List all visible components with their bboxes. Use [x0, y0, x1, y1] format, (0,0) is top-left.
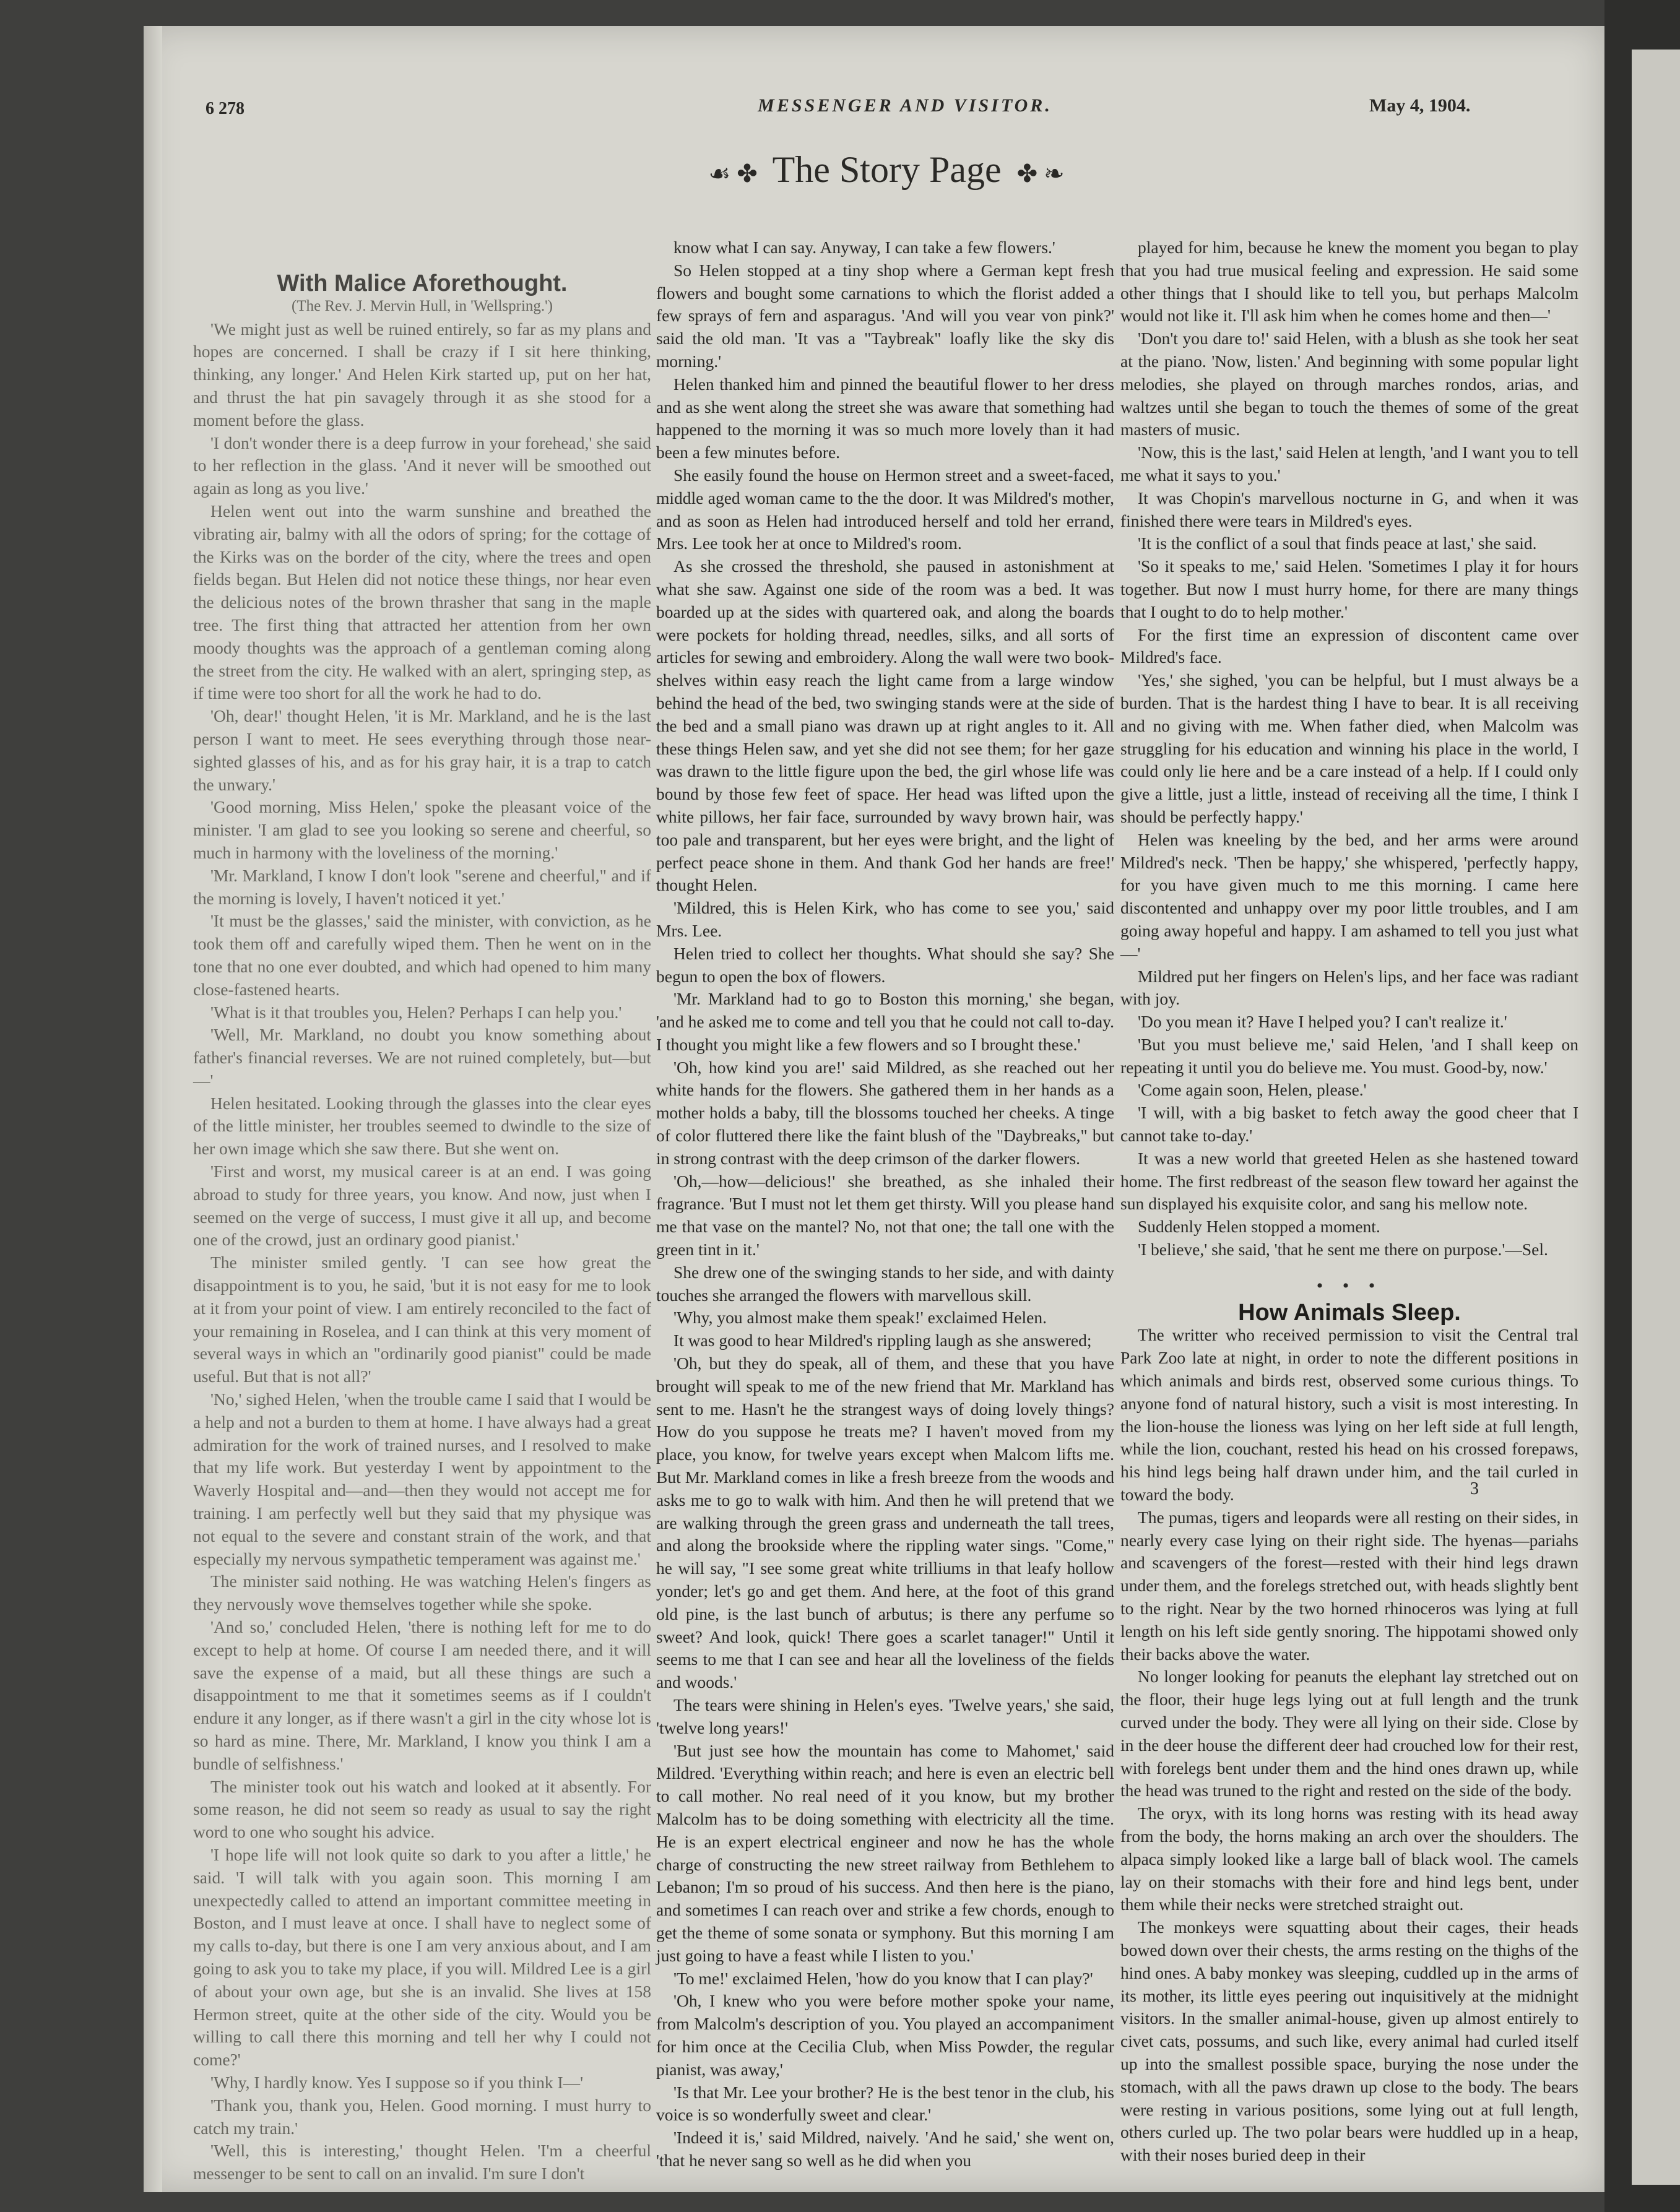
paragraph: 'It must be the glasses,' said the minister, with conviction, as he took them off and carefully wiped them. Then he went on in the tone that no one ever doubted, and which had opened to him many close-fastened hearts.	[193, 911, 651, 999]
paragraph: As she crossed the threshold, she paused in astonishment at what she saw. Against one side of the room was a bed. It was boarded up at the sides with quartered oak, and along the boards were pockets for holding thread, needles, silks, and all sorts of articles for sewing and embroidery. Along the wall were two book-shelves within easy reach the light came from a large window behind the head of the bed, two swinging stands were at the side of the bed and a small piano was drawn up at right angles to it. All these things Helen saw, and yet she did not see them; for her gaze was drawn to the little figure upon the bed, the girl whose life was bound by those few feet of space. Her head was lifted upon the white pillows, her fair face, surrounded by wavy brown hair, was too pale and transparent, but her eyes were bright, and the light of perfect peace shone in them. And thank God her hands are free!' thought Helen.	[656, 556, 1114, 895]
paragraph: 'Why, you almost make them speak!' exclaimed Helen.	[673, 1308, 1047, 1328]
paragraph: Helen went out into the warm sunshine and breathed the vibrating air, balmy with all the odors of spring; for the cottage of the Kirks was on the border of the city, where the trees and open fields began. But Helen did not notice these things, nor hear even the delicious notes of the brown thrasher that sang in the maple tree. The first thing that attracted her attention from her own moody thoughts was the approach of a gentleman coming along the street from the city. He walked with an alert, springing step, as if time were too short for all the work he had to do.	[193, 501, 651, 703]
paragraph: Helen tried to collect her thoughts. What should she say? She begun to open the box of flowers.	[656, 943, 1114, 986]
paragraph: The writter who received permission to visit the Central tral Park Zoo late at night, in order to note the different positions in which animals and birds rest, observed some curious things. To anyone fond of natural history, such a visit is most interesting. In the lion-house the lioness was lying on her left side at full length, while the lion, couchant, rested his head on his crossed forepaws, his hind legs being half drawn under him, and the tail curled in toward the body.	[1120, 1325, 1578, 1505]
newspaper-page	[144, 26, 1604, 2192]
paragraph: 'Come again soon, Helen, please.'	[1138, 1080, 1367, 1100]
paragraph: It was a new world that greeted Helen as she hastened toward home. The first redbreast of the season flew toward her against the sun displayed his exquisite color, and sang his mellow note.	[1120, 1148, 1578, 1214]
paragraph: 'Good morning, Miss Helen,' spoke the pleasant voice of the minister. 'I am glad to see you looking so serene and cheerful, so much in harmony with the loveliness of the morning.'	[193, 797, 651, 862]
paragraph: No longer looking for peanuts the elephant lay stretched out on the floor, their huge legs lying out at full length and the trunk curved under the body. They were all lying on their side. Close by in the deer house the different deer had crouched low for their rest, with forelegs bent under them and the hind ones drawn up, while the head was truned to the right and rested on the side of the body.	[1120, 1667, 1578, 1800]
paragraph: Helen thanked him and pinned the beautiful flower to her dress and as she went along the street she was aware that something had happened to the morning it was so much more lovely than it had been a few minutes before.	[656, 374, 1114, 462]
paragraph: 'Oh, but they do speak, all of them, and these that you have brought will speak to me of the new friend that Mr. Markland has sent to me. Hasn't he the strangest ways of doing lovely things? How do you suppose he treats me? I haven't moved from my place, you know, for twelve years except when Malcom lifts me. But Mr. Markland comes in like a fresh breeze from the woods and asks me to go to walk with him. And then he will pretend that we are walking through the green grass and underneath the tall trees, and along the brookside where the rippling water sings. "Come," he will say, "I see some great white trilliums in that leafy hollow yonder; let's go and get them. And here, at the foot of this grand old pine, is the last bunch of arbutus; is there any perfume so sweet? And look, quick! There goes a scarlet tanager!" Until it seems to me that I can see and hear all the loveliness of the fields and woods.'	[656, 1354, 1114, 1692]
paragraph: The minister said nothing. He was watching Helen's fingers as they nervously wove themselves together while she spoke.	[193, 1571, 651, 1614]
paragraph: So Helen stopped at a tiny shop where a German kept fresh flowers and bought some carnations to which the florist added a few sprays of fern and asparagus. 'And will you vear von pink?' said the old man. 'It vas a "Taybreak" loafly like the sky dis morning.'	[656, 260, 1114, 371]
paragraph: 'Is that Mr. Lee your brother? He is the best tenor in the club, his voice is so wonderfully sweet and clear.'	[656, 2082, 1114, 2125]
column-1	[193, 236, 651, 2185]
paragraph: 'Don't you dare to!' said Helen, with a blush as she took her seat at the piano. 'Now, listen.' And beginning with some popular light melodies, she played on through marches rondos, arias, and waltzes until she began to touch the themes of some of the great masters of music.	[1120, 329, 1578, 439]
paragraph: The minister took out his watch and looked at it absently. For some reason, he did not seem so ready as usual to say the right word to one who sought his advice.	[193, 1776, 651, 1842]
paragraph: know what I can say. Anyway, I can take a few flowers.'	[673, 238, 1055, 257]
paragraph: 'And so,' concluded Helen, 'there is nothing left for me to do except to help at home. Of course I am needed there, and it will save the expense of a maid, but all these things are such a disappointment to me that it sometimes seems as if I couldn't endure it any longer, as if there wasn't a girl in the city whose lot is so hard as mine. There, Mr. Markland, I know you think I am a bundle of selfishness.'	[193, 1617, 651, 1773]
masthead	[144, 26, 1604, 190]
issue-date: May 4, 1904.	[1369, 95, 1471, 116]
column-3	[1120, 236, 1578, 2167]
story-1-byline: (The Rev. J. Mervin Hull, in 'Wellspring.')	[292, 297, 553, 314]
paper-title: MESSENGER AND VISITOR.	[758, 95, 1052, 116]
adjacent-page-edge	[1632, 50, 1680, 2185]
paragraph: 'Oh,—how—delicious!' she breathed, as she inhaled their fragrance. 'But I must not let them get thirsty. Will you please hand me that vase on the mantel? No, not that one; the tall one with the green tint in it.'	[656, 1171, 1114, 1259]
paragraph: 'I will, with a big basket to fetch away the good cheer that I cannot take to-day.'	[1120, 1103, 1578, 1146]
paragraph: She easily found the house on Hermon street and a sweet-faced, middle aged woman came to the the door. It was Mildred's mother, and as soon as Helen had introduced herself and told her errand, Mrs. Lee took her at once to Mildred's room.	[656, 465, 1114, 553]
paragraph: 'First and worst, my musical career is at an end. I was going abroad to study for three years, you know. And now, just when I seemed on the verge of success, I must give it all up, and become one of the crowd, just an ordinary good pianist.'	[193, 1162, 651, 1250]
column-2-text	[656, 236, 1114, 2172]
column-1-text	[193, 318, 651, 2185]
paragraph: The oryx, with its long horns was resting with its head away from the body, the horns making an arch over the shoulders. The alpaca simply looked like a large ball of black wool. The camels lay on their stomachs with their fore and hind legs bent, under them while their necks were stretched straight out.	[1120, 1804, 1578, 1914]
paragraph: 'Mr. Markland had to go to Boston this morning,' she began, 'and he asked me to come and tell you that he could not call to-day. I thought you might like a few flowers and so I brought these.'	[656, 989, 1114, 1054]
paragraph: The minister smiled gently. 'I can see how great the disappointment is to you, he said, 'but it is not easy for me to look at it from your point of view. I am entirely reconciled to the fact of your remaining in Roselea, and I can think at this very moment of several ways in which an "ordinarily good pianist" could be made useful. But that is not all?'	[193, 1253, 651, 1386]
paragraph: 'Oh, how kind you are!' said Mildred, as she reached out her white hands for the flowers. She gathered them in her hands as a mother holds a baby, till the blossoms touched her cheeks. A tinge of color fluttered there like the faint blush of the "Daybreaks," but in strong contrast with the deep crimson of the darker flowers.	[656, 1057, 1114, 1168]
section-title-text: The Story Page	[772, 149, 1002, 190]
section-title	[639, 149, 1134, 191]
ornament-left-icon: ☙ ✤	[708, 160, 758, 188]
paragraph: For the first time an expression of discontent came over Mildred's face.	[1120, 624, 1578, 667]
paragraph: 'We might just as well be ruined entirely, so far as my plans and hopes are concerned. I shall be crazy if I sit here thinking, thinking, any longer.' And Helen Kirk started up, put on her hat, and thrust the hat pin savagely through it as she stood for a moment before the glass.	[193, 319, 651, 430]
paragraph: 'But you must believe me,' said Helen, 'and I shall keep on repeating it until you do believe me. You must. Good-by, now.'	[1120, 1034, 1578, 1077]
paragraph: Mildred put her fingers on Helen's lips, and her face was radiant with joy.	[1120, 966, 1578, 1009]
paragraph: The tears were shining in Helen's eyes. 'Twelve years,' she said, 'twelve long years!'	[656, 1695, 1114, 1737]
story-2-title: How Animals Sleep.	[1238, 1299, 1461, 1326]
paragraph: 'Why, I hardly know. Yes I suppose so if you think I—'	[210, 2072, 584, 2092]
paragraph: 'So it speaks to me,' said Helen. 'Sometimes I play it for hours together. But now I must hurry home, for there are many things that I ought to do to help mother.'	[1120, 556, 1578, 621]
paragraph: 'Yes,' she sighed, 'you can be helpful, but I must always be a burden. That is the hardest thing I have to bear. It is all receiving and no giving with me. When father died, when Malcolm was struggling for his education and winning his place in the world, I could only lie here and be a care instead of a help. If I could only give a little, just a little, instead of receiving all the time, I think I should be perfectly happy.'	[1120, 670, 1578, 826]
paragraph: The monkeys were squatting about their cages, their heads bowed down over their chests, the arms resting on the thighs of the hind ones. A baby monkey was sleeping, cuddled up in the arms of its mother, its little eyes peering out inquisitively at the midnight visitors. In the smaller animal-house, given up almost entirely to civet cats, possums, and such like, every animal had curled itself up into the smallest possible space, burying the nose under the stomach, with all the paws drawn up close to the body. The bears were resting in various positions, some lying out at full length, others curled up. The two polar bears were huddled up in a heap, with their noses buried deep in their	[1120, 1917, 1578, 2165]
paragraph: It was Chopin's marvellous nocturne in G, and when it was finished there were tears in Mildred's eyes.	[1120, 488, 1578, 530]
column-2	[656, 236, 1114, 2172]
paragraph: 'Well, Mr. Markland, no doubt you know something about father's financial reverses. We are not ruined completely, but—but—'	[193, 1025, 651, 1090]
paragraph: 'No,' sighed Helen, 'when the trouble came I said that I would be a help and not a burden to them at home. I have always had a great admiration for the work of trained nurses, and I resolved to make that my life work. But yesterday I went by appointment to the Waverly Hospital and—and—then they would not accept me for training. I am perfectly well but they said that my physique was not equal to the severe and constant strain of the work, and that especially my nervous sympathetic temperament was against me.'	[193, 1389, 651, 1568]
paragraph: She drew one of the swinging stands to her side, and with dainty touches she arranged the flowers with marvellous skill.	[656, 1262, 1114, 1305]
ornament-right-icon: ✤ ❧	[1016, 160, 1065, 188]
column-3-text	[1120, 236, 1578, 1261]
page-number: 6 278	[206, 99, 245, 118]
paragraph: 'What is it that troubles you, Helen? Perhaps I can help you.'	[210, 1002, 622, 1022]
paragraph: 'I believe,' she said, 'that he sent me there on purpose.'—Sel.	[1138, 1240, 1548, 1259]
paragraph: It was good to hear Mildred's rippling laugh as she answered;	[673, 1331, 1092, 1350]
paragraph: 'Indeed it is,' said Mildred, naively. 'And he said,' she went on, 'that he never sang so well as he did when you	[656, 2128, 1114, 2170]
paragraph: played for him, because he knew the moment you began to play that you had true musical feeling and expression. He said some other things that I should like to tell you, but perhaps Malcolm would not like it. I'll ask him when he comes home and then—'	[1120, 238, 1578, 326]
story-1-title: With Malice Aforethought.	[277, 270, 568, 296]
story-separator: • • •	[1316, 1275, 1383, 1296]
paragraph: Helen hesitated. Looking through the glasses into the clear eyes of the little minister, her troubles seemed to dwindle to the size of her own image which she saw there. But she went on.	[193, 1093, 651, 1159]
paragraph: 'Mr. Markland, I know I don't look "serene and cheerful," and if the morning is lovely, I haven't noticed it yet.'	[193, 865, 651, 908]
margin-mark: 3	[1470, 1479, 1479, 1498]
paragraph: 'Mildred, this is Helen Kirk, who has come to see you,' said Mrs. Lee.	[656, 898, 1114, 940]
paragraph: The pumas, tigers and leopards were all resting on their sides, in nearly every case lying on their right side. The hyenas—pariahs and scavengers of the forest—rested with their hind legs drawn under them, and the forelegs stretched out, with heads slightly bent to the right. Near by the two horned rhinoceros was lying at full length on his left side gently snoring. The hippotami showed only their backs above the water.	[1120, 1507, 1578, 1664]
paragraph: 'Well, this is interesting,' thought Helen. 'I'm a cheerful messenger to be sent to call on an invalid. I'm sure I don't	[193, 2141, 651, 2184]
paragraph: 'I hope life will not look quite so dark to you after a little,' he said. 'I will talk with you again soon. This morning I am unexpectedly called to attend an important committee meeting in Boston, and I must leave at once. I shall have to neglect some of my calls to-day, but there is one I am very anxious about, and I am going to ask you to take my place, if you will. Mildred Lee is a girl of about your own age, but she is an invalid. She lives at 158 Hermon street, quite at the other side of the city. Would you be willing to call there this morning and tell her why I could not come?'	[193, 1844, 651, 2070]
paragraph: Suddenly Helen stopped a moment.	[1138, 1217, 1380, 1237]
paragraph: 'Do you mean it? Have I helped you? I can't realize it.'	[1138, 1012, 1507, 1032]
paragraph: 'To me!' exclaimed Helen, 'how do you know that I can play?'	[673, 1968, 1093, 1988]
paragraph: 'Thank you, thank you, Helen. Good morning. I must hurry to catch my train.'	[193, 2095, 651, 2138]
paragraph: 'Now, this is the last,' said Helen at length, 'and I want you to tell me what it says to you.'	[1120, 443, 1578, 485]
paragraph: 'Oh, I knew who you were before mother spoke your name, from Malcolm's description of you. You played an accompaniment for him once at the Cecilia Club, when Miss Powder, the regular pianist, was away,'	[656, 1991, 1114, 2079]
paragraph: Helen was kneeling by the bed, and her arms were around Mildred's neck. 'Then be happy,' she whispered, 'perfectly happy, for you have given much to me this morning. I came here discontented and unhappy over my poor little troubles, and I am going away hopeful and happy. I am ashamed to tell you just what—'	[1120, 829, 1578, 963]
paragraph: 'I don't wonder there is a deep furrow in your forehead,' she said to her reflection in the glass. 'And it never will be smoothed out again as long as you live.'	[193, 433, 651, 498]
page-fold-shadow	[144, 26, 162, 2192]
paragraph: 'But just see how the mountain has come to Mahomet,' said Mildred. 'Everything within reach; and here is even an electric bell to call mother. No real need of it you know, but my brother Malcolm has to be doing something with electricity all the time. He is an expert electrical engineer and now he has the whole charge of constructing the new street railway from Bethlehem to Lebanon; I'm so proud of his success. And then here is the piano, and sometimes I can reach over and strike a few chords, enough to get the theme of some sonata or symphony. But this morning I am just going to have a feast while I listen to you.'	[656, 1740, 1114, 1965]
story-2-text	[1120, 1324, 1578, 2166]
paragraph: 'Oh, dear!' thought Helen, 'it is Mr. Markland, and he is the last person I want to meet. He sees everything through those near-sighted glasses of his, and as for his gray hair, it is a trap to catch the unwary.'	[193, 706, 651, 794]
paragraph: 'It is the conflict of a soul that finds peace at last,' she said.	[1138, 534, 1537, 553]
